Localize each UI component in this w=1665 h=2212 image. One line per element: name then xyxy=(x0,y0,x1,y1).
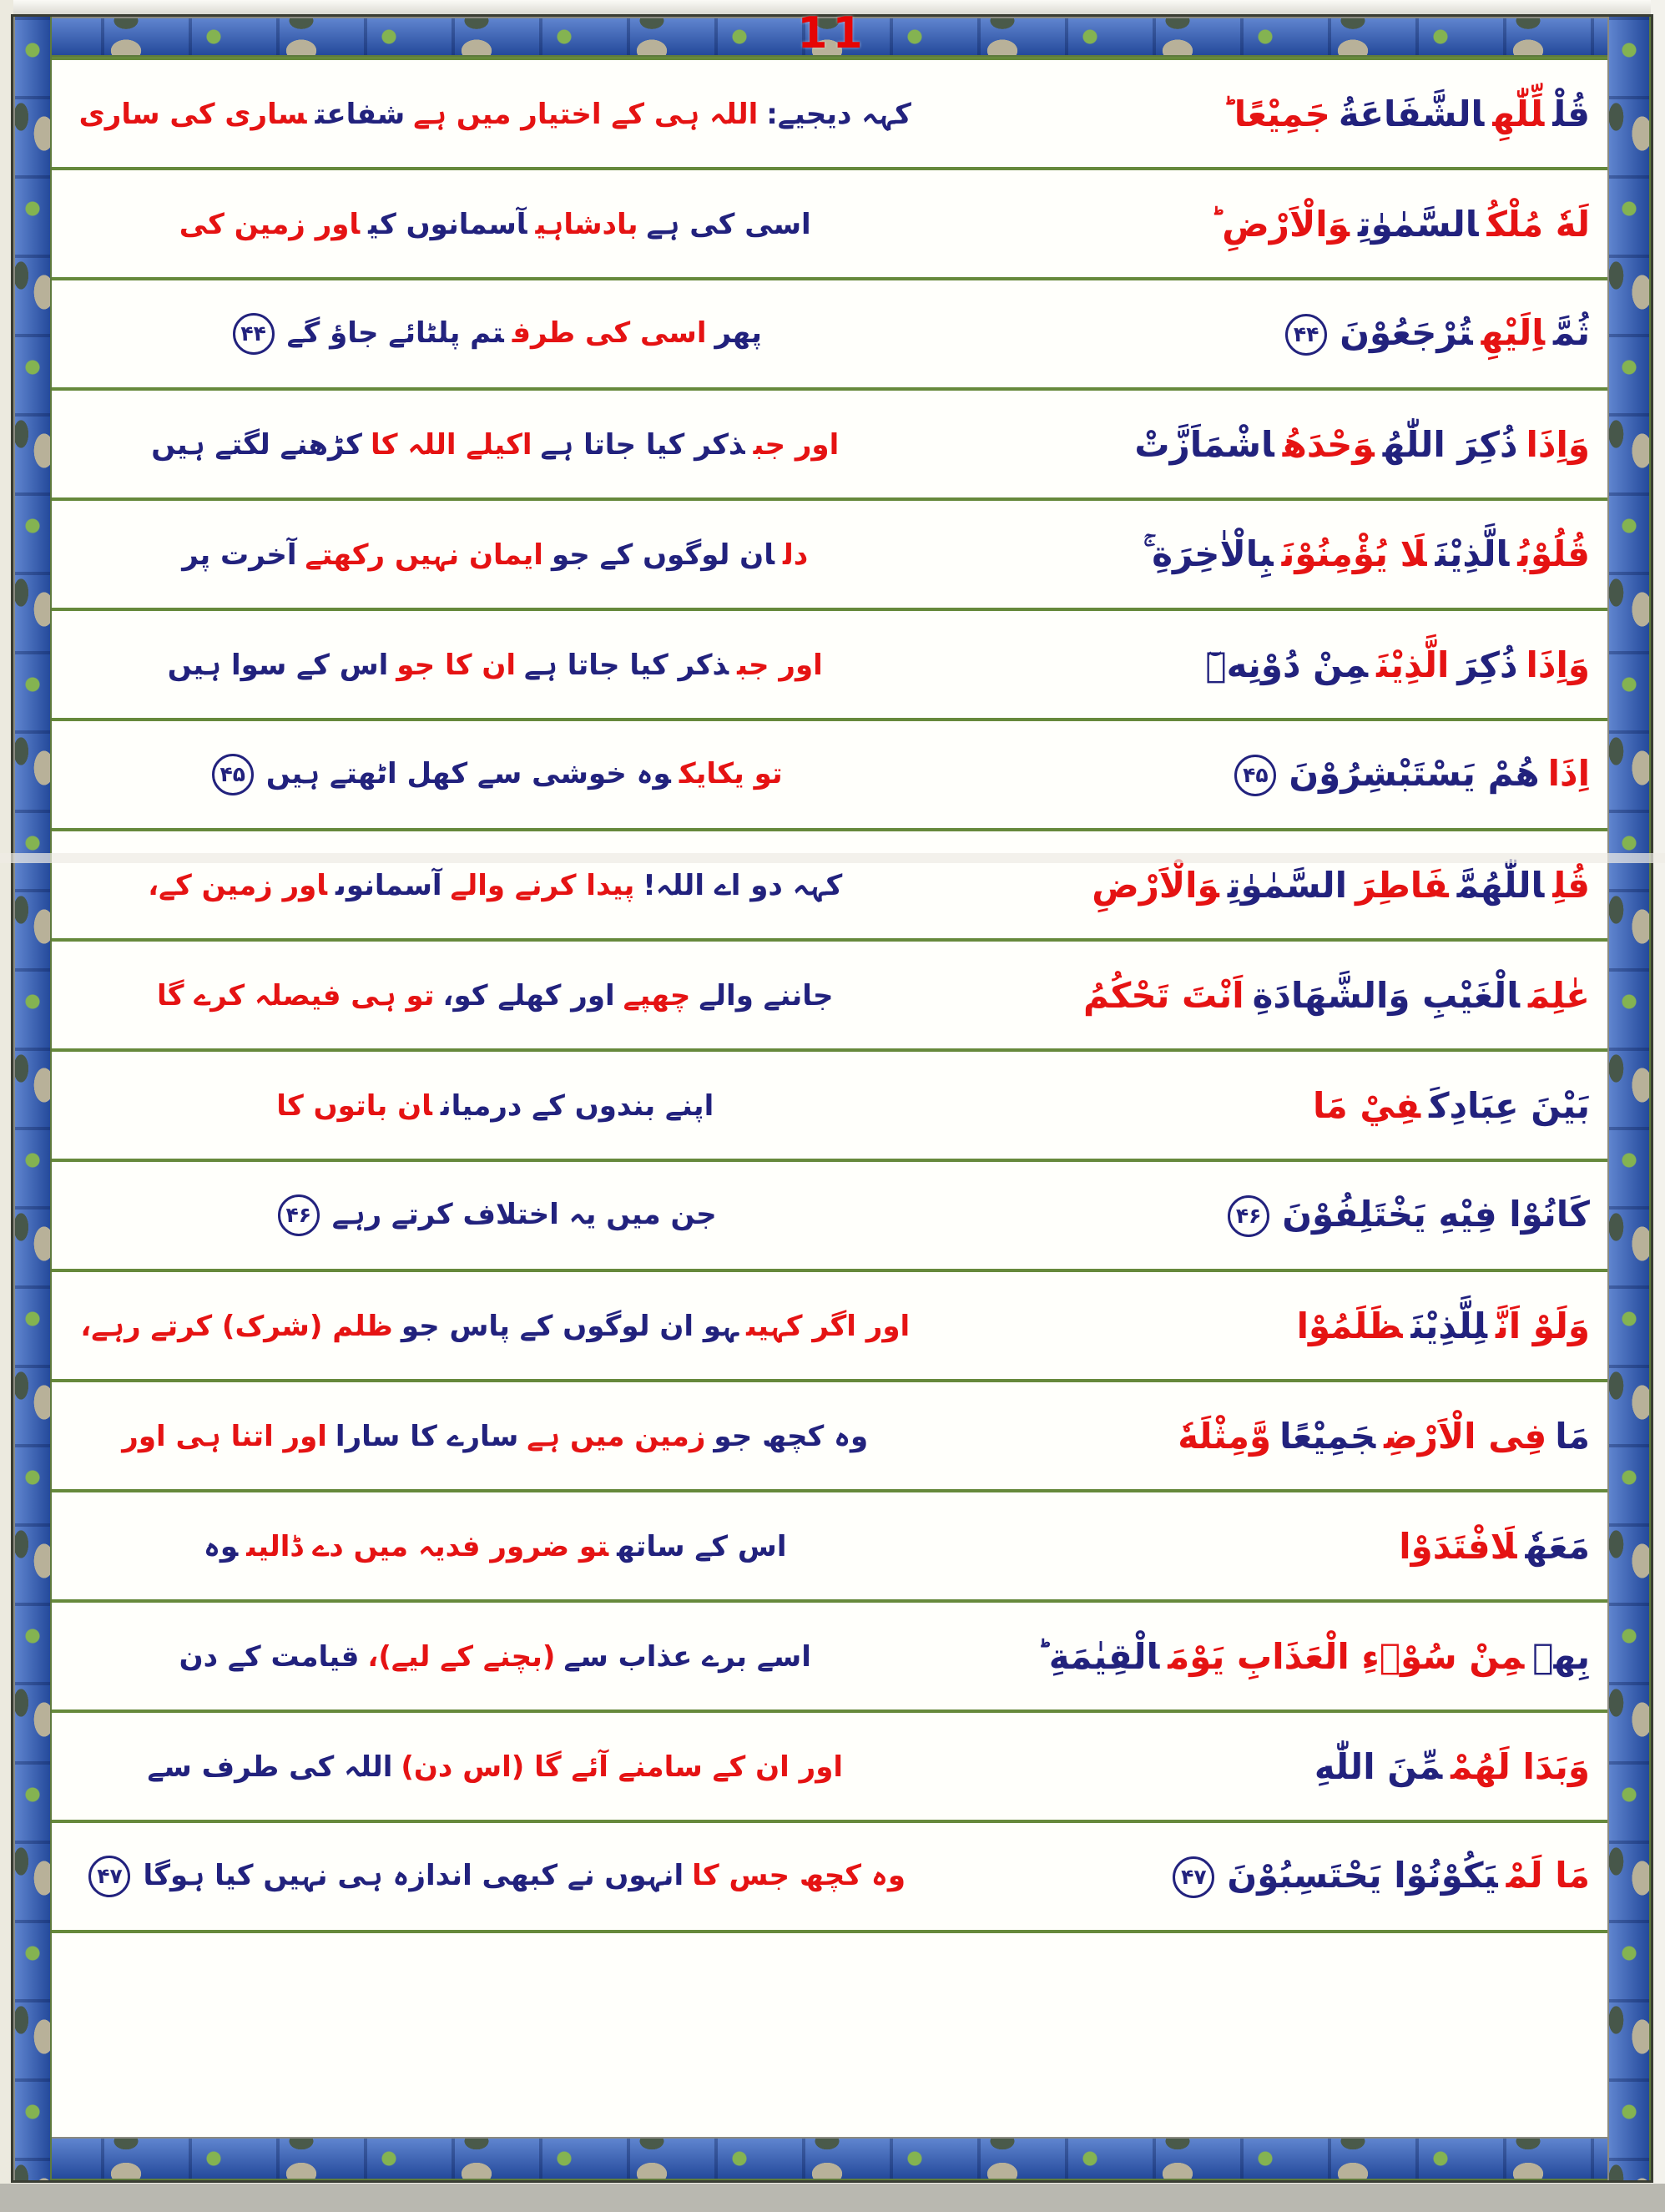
urdu-translation-line xyxy=(60,538,930,572)
text-segment-navy: السَّمٰوٰتِ xyxy=(1227,864,1348,906)
text-segment-red: (بچنے کے لیے)، xyxy=(367,1639,556,1674)
text-segment-red: وَالْاَرْضِ ؕ xyxy=(1209,203,1350,245)
text-segment-red: وَّمِثْلَهٗ xyxy=(1178,1415,1272,1457)
arabic-ayah-cell xyxy=(938,1526,1607,1567)
text-segment-red: اِلَيْهِ xyxy=(1481,311,1546,353)
text-segment-navy: اس کے ساتھ xyxy=(617,1529,787,1563)
text-segment-red: پیدا کرنے والے xyxy=(450,868,635,902)
text-segment-red: فِى الْاَرْضِ xyxy=(1384,1415,1547,1457)
arabic-ayah-line xyxy=(938,312,1594,356)
urdu-translation-cell xyxy=(52,207,938,241)
text-segment-red: وَبَدَا لَهُمْ xyxy=(1451,1745,1590,1787)
arabic-ayah-cell xyxy=(938,1416,1607,1457)
text-segment-navy: اشْمَاَزَّتْ xyxy=(1134,423,1274,465)
arabic-ayah-line xyxy=(938,1416,1594,1457)
text-segment-navy: ذُكِرَ اللّٰهُ xyxy=(1382,423,1518,465)
urdu-translation-line xyxy=(60,1750,930,1784)
verse-number-badge: ۴۷ xyxy=(88,1856,130,1897)
page-content xyxy=(52,57,1607,2137)
urdu-translation-cell xyxy=(52,427,938,462)
verse-number-badge: ۴۶ xyxy=(1228,1195,1269,1237)
scan-seam xyxy=(0,853,1665,863)
arabic-ayah-line xyxy=(938,975,1594,1016)
text-segment-navy: السَّمٰوٰتِ xyxy=(1358,203,1479,245)
urdu-translation-cell xyxy=(52,978,938,1013)
text-segment-navy: اسے برے عذاب سے xyxy=(563,1639,811,1674)
urdu-translation-cell xyxy=(52,313,938,355)
text-segment-red: اور زمین کے، xyxy=(148,868,328,902)
text-segment-red: وَاِذَا xyxy=(1526,423,1590,465)
urdu-translation-line xyxy=(60,1529,930,1563)
urdu-translation-cell xyxy=(52,1856,938,1897)
urdu-translation-cell xyxy=(52,1309,938,1343)
text-segment-navy: الْغَيْبِ وَالشَّهَادَةِ xyxy=(1252,974,1520,1016)
text-segment-navy: ذُكِرَ xyxy=(1457,644,1518,685)
urdu-translation-line xyxy=(60,1856,930,1897)
text-segment-red: قُلُوْبُ xyxy=(1517,533,1590,574)
text-segment-navy: ہو ان لوگوں کے پاس جو xyxy=(401,1309,739,1343)
urdu-translation-cell xyxy=(52,1639,938,1674)
text-segment-navy: اللہ کی طرف سے xyxy=(147,1750,393,1784)
urdu-translation-line xyxy=(60,207,930,241)
urdu-translation-cell xyxy=(52,648,938,682)
text-segment-red: اللہ ہی کے اختیار میں ہے xyxy=(413,97,759,131)
arabic-ayah-cell xyxy=(938,93,1607,134)
page-frame xyxy=(13,17,1651,2180)
text-segment-navy: مِّنَ اللّٰهِ xyxy=(1314,1745,1443,1787)
text-segment-navy: مَا xyxy=(1555,1415,1590,1457)
urdu-translation-cell xyxy=(52,1088,938,1123)
ayah-row xyxy=(52,1162,1607,1272)
verse-number-badge: ۴۵ xyxy=(212,754,254,795)
verse-number-badge: ۴۵ xyxy=(1234,755,1276,796)
rows-container xyxy=(52,57,1607,1933)
text-segment-red: اور جب xyxy=(753,427,840,462)
urdu-translation-line xyxy=(60,97,930,131)
scan-margin-left xyxy=(0,0,13,2212)
text-segment-red: ان کا جو xyxy=(396,648,517,682)
text-segment-red: ظَلَمُوْا xyxy=(1296,1305,1403,1346)
ayah-row xyxy=(52,170,1607,280)
text-segment-navy: الْقِيٰمَةِ ؕ xyxy=(1037,1635,1160,1677)
ayah-row xyxy=(52,60,1607,170)
arabic-ayah-line xyxy=(938,1194,1594,1238)
text-segment-red: قُلِ xyxy=(1552,864,1590,906)
arabic-ayah-cell xyxy=(938,312,1607,356)
urdu-translation-cell xyxy=(52,868,938,902)
text-segment-red: مَا لَمْ xyxy=(1506,1854,1590,1896)
text-segment-red: وَحْدَهُ xyxy=(1282,423,1375,465)
text-segment-navy: بَيْنَ عِبَادِكَ xyxy=(1429,1084,1590,1126)
arabic-ayah-line xyxy=(938,93,1594,134)
arabic-ayah-line xyxy=(938,424,1594,465)
arabic-ayah-line xyxy=(938,865,1594,906)
text-segment-navy: جن میں یہ اختلاف کرتے رہے xyxy=(331,1197,717,1231)
ayah-row xyxy=(52,280,1607,391)
text-segment-navy: اللّٰهُمَّ xyxy=(1456,864,1545,906)
text-segment-navy: جاننے والے xyxy=(699,978,834,1013)
text-segment-navy: وہ xyxy=(203,1529,239,1563)
arabic-ayah-line xyxy=(938,644,1594,685)
text-segment-red: ظلم (شرک) کرتے رہے، xyxy=(80,1309,393,1343)
text-segment-navy: اپنے بندوں کے درمیان xyxy=(440,1088,714,1123)
text-segment-navy: بِالْاٰخِرَةِ ۚ xyxy=(1143,533,1274,574)
ayah-row xyxy=(52,1492,1607,1603)
text-segment-navy: اسی کی ہے xyxy=(646,207,811,241)
text-segment-red: اور اتنا ہی اور xyxy=(122,1419,327,1453)
ornamental-border-left xyxy=(13,17,52,2180)
ayah-row xyxy=(52,831,1607,942)
arabic-ayah-cell xyxy=(938,975,1607,1016)
text-segment-navy: وہ خوشی سے کھل اٹھتے ہیں xyxy=(265,756,671,790)
blank-area xyxy=(52,1933,1607,2137)
ayah-row xyxy=(52,1823,1607,1933)
text-segment-red: وہ کچھ جس کا xyxy=(692,1858,906,1892)
urdu-translation-cell xyxy=(52,1194,938,1236)
urdu-translation-line xyxy=(60,1639,930,1674)
arabic-ayah-line xyxy=(938,204,1594,245)
text-segment-red: فَاطِرَ xyxy=(1355,864,1449,906)
arabic-ayah-line xyxy=(938,1085,1594,1126)
text-segment-navy: قُلْ xyxy=(1552,93,1590,134)
text-segment-red: جَمِيْعًا ؕ xyxy=(1222,93,1330,134)
arabic-ayah-line xyxy=(938,1305,1594,1346)
text-segment-navy: آسمانوں xyxy=(336,868,442,902)
text-segment-red: لَهٗ مُلْكُ xyxy=(1486,203,1590,245)
verse-number-badge: ۴۶ xyxy=(278,1194,320,1236)
text-segment-red: ایمان نہیں رکھتے xyxy=(305,538,543,572)
text-segment-navy: الشَّفَاعَةُ xyxy=(1338,93,1485,134)
ornamental-border-right xyxy=(1607,17,1651,2180)
text-segment-navy: کڑھنے لگتے ہیں xyxy=(151,427,362,462)
urdu-translation-line xyxy=(60,1419,930,1453)
arabic-ayah-cell xyxy=(938,424,1607,465)
text-segment-red: تو ضرور فدیہ میں دے ڈالیں xyxy=(246,1529,609,1563)
urdu-translation-cell xyxy=(52,1419,938,1453)
text-segment-navy: پھر xyxy=(714,316,762,350)
text-segment-red: تو ہی فیصلہ کرے گا xyxy=(156,978,435,1013)
arabic-ayah-cell xyxy=(938,1636,1607,1677)
urdu-translation-line xyxy=(60,978,930,1013)
text-segment-red: اکیلے اللہ کا xyxy=(370,427,532,462)
text-segment-red: وَالْاَرْضِ xyxy=(1092,864,1219,906)
arabic-ayah-cell xyxy=(938,865,1607,906)
text-segment-red: اَنْتَ تَحْكُمُ xyxy=(1082,974,1244,1016)
ayah-row xyxy=(52,391,1607,501)
verse-number-badge: ۴۴ xyxy=(1285,314,1327,356)
text-segment-red: تو یکایک xyxy=(679,756,783,790)
text-segment-red: بادشاہی xyxy=(535,207,638,241)
text-segment-navy: وہ کچھ جو xyxy=(714,1419,869,1453)
arabic-ayah-line xyxy=(938,1855,1594,1899)
text-segment-navy: الَّذِيْنَ xyxy=(1435,533,1510,574)
text-segment-navy: آسمانوں کی xyxy=(368,207,527,241)
urdu-translation-cell xyxy=(52,538,938,572)
text-segment-red: اور جب xyxy=(737,648,823,682)
text-segment-red: اور ان کے سامنے آئے گا (اس دن) xyxy=(401,1750,844,1784)
arabic-ayah-cell xyxy=(938,644,1607,685)
urdu-translation-line xyxy=(60,754,930,795)
ayah-row xyxy=(52,942,1607,1052)
ayah-row xyxy=(52,611,1607,721)
text-segment-red: لِّلّٰهِ xyxy=(1492,93,1545,134)
urdu-translation-cell xyxy=(52,97,938,131)
text-segment-red: چھپے xyxy=(623,978,691,1013)
arabic-ayah-cell xyxy=(938,1194,1607,1238)
urdu-translation-line xyxy=(60,868,930,902)
text-segment-red: مِنْ سُوْۤءِ الْعَذَابِ يَوْمَ xyxy=(1168,1635,1525,1677)
text-segment-navy: تم پلٹائے جاؤ گے xyxy=(286,316,504,350)
ayah-row xyxy=(52,721,1607,831)
text-segment-navy: بِهٖ xyxy=(1532,1635,1590,1677)
text-segment-red: اور اگر کہیں xyxy=(746,1309,911,1343)
scan-margin-bottom xyxy=(0,2184,1665,2212)
text-segment-navy: انہوں نے کبھی اندازہ ہی نہیں کیا ہوگا xyxy=(143,1858,684,1892)
text-segment-navy: آخرت پر xyxy=(182,538,297,572)
urdu-translation-line xyxy=(60,1309,930,1343)
urdu-translation-cell xyxy=(52,1750,938,1784)
ayah-row xyxy=(52,1272,1607,1382)
text-segment-red: زمین میں ہے xyxy=(527,1419,706,1453)
ayah-row xyxy=(52,1713,1607,1823)
page-number: 11 xyxy=(797,8,868,58)
text-segment-red: وَلَوْ اَنَّ xyxy=(1495,1305,1590,1346)
text-segment-red: لَا يُؤْمِنُوْنَ xyxy=(1281,533,1427,574)
urdu-translation-line xyxy=(60,313,930,355)
urdu-translation-line xyxy=(60,648,930,682)
urdu-translation-line xyxy=(60,1088,930,1123)
ayah-row xyxy=(52,501,1607,611)
text-segment-red: ساری کی ساری xyxy=(78,97,307,131)
text-segment-navy: ثُمَّ xyxy=(1553,311,1590,353)
urdu-translation-line xyxy=(60,1194,930,1236)
text-segment-navy: جَمِيْعًا xyxy=(1279,1415,1376,1457)
text-segment-navy: اس کے سوا ہیں xyxy=(167,648,389,682)
text-segment-navy: تُرْجَعُوْنَ xyxy=(1340,311,1473,353)
text-segment-navy: سارے کا سارا xyxy=(335,1419,519,1453)
text-segment-red: اور زمین کی xyxy=(179,207,361,241)
urdu-translation-cell xyxy=(52,1529,938,1563)
arabic-ayah-line xyxy=(938,1636,1594,1677)
text-segment-navy: هُمْ يَسْتَبْشِرُوْنَ xyxy=(1289,752,1540,794)
text-segment-navy: کہہ دیجیے: xyxy=(766,97,911,131)
ayah-row xyxy=(52,1603,1607,1713)
text-segment-navy: قیامت کے دن xyxy=(179,1639,360,1674)
text-segment-navy: اور کھلے کو، xyxy=(442,978,615,1013)
arabic-ayah-line xyxy=(938,533,1594,575)
text-segment-red: ان باتوں کا xyxy=(276,1088,432,1123)
text-segment-red: وَاِذَا xyxy=(1526,644,1590,685)
text-segment-navy: ذکر کیا جاتا ہے xyxy=(540,427,745,462)
text-segment-red: فِيْ مَا xyxy=(1312,1084,1421,1126)
text-segment-navy: لِلَّذِيْنَ xyxy=(1410,1305,1487,1346)
ornamental-border-bottom xyxy=(13,2137,1651,2180)
arabic-ayah-cell xyxy=(938,204,1607,245)
text-segment-navy: شفاعت xyxy=(315,97,406,131)
text-segment-red: اسی کی طرف xyxy=(512,316,707,350)
text-segment-red: لَافْتَدَوْا xyxy=(1399,1525,1517,1567)
text-segment-navy: يَكُوْنُوْا يَحْتَسِبُوْنَ xyxy=(1227,1854,1498,1896)
ayah-row xyxy=(52,1382,1607,1492)
text-segment-navy: مَعَهٗ xyxy=(1525,1525,1590,1567)
text-segment-navy: كَانُوْا فِيْهِ يَخْتَلِفُوْنَ xyxy=(1282,1193,1590,1235)
arabic-ayah-cell xyxy=(938,1855,1607,1899)
arabic-ayah-line xyxy=(938,1746,1594,1787)
text-segment-navy: کہہ دو اے اللہ! xyxy=(643,868,843,902)
text-segment-navy: ذکر کیا جاتا ہے xyxy=(524,648,729,682)
scan-margin-right xyxy=(1651,0,1665,2212)
ayah-row xyxy=(52,1052,1607,1162)
arabic-ayah-cell xyxy=(938,1085,1607,1126)
urdu-translation-line xyxy=(60,427,930,462)
arabic-ayah-line xyxy=(938,1526,1594,1567)
arabic-ayah-cell xyxy=(938,1746,1607,1787)
arabic-ayah-line xyxy=(938,753,1594,797)
verse-number-badge: ۴۷ xyxy=(1173,1856,1214,1898)
text-segment-red: دل xyxy=(782,538,809,572)
arabic-ayah-cell xyxy=(938,753,1607,797)
text-segment-red: عٰلِمَ xyxy=(1527,974,1590,1016)
text-segment-red: الَّذِيْنَ xyxy=(1376,644,1450,685)
text-segment-navy: ان لوگوں کے جو xyxy=(551,538,774,572)
arabic-ayah-cell xyxy=(938,533,1607,575)
verse-number-badge: ۴۴ xyxy=(233,313,275,355)
text-segment-navy: مِنْ دُوْنِهٖٓ xyxy=(1205,644,1369,685)
text-segment-red: اِذَا xyxy=(1547,752,1590,794)
arabic-ayah-cell xyxy=(938,1305,1607,1346)
urdu-translation-cell xyxy=(52,754,938,795)
